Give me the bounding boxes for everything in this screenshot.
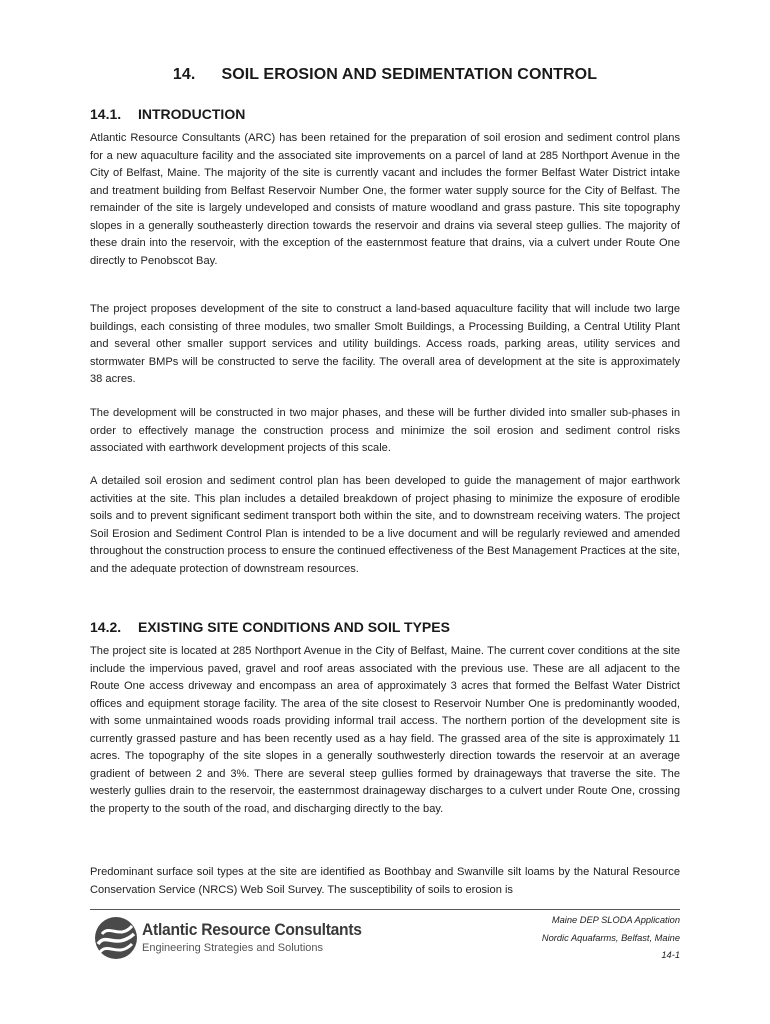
section-title: INTRODUCTION — [138, 106, 246, 122]
company-name: Atlantic Resource Consultants — [142, 920, 362, 939]
section-heading-existing-site — [90, 619, 450, 635]
paragraph: The development will be constructed in two major phases, and these will be further divided into smaller sub-phases in order to effectively manage the construction process and minimize the soil erosion and sediment control risks associated with earthwork development projects of this scale. — [90, 407, 680, 455]
section-title: EXISTING SITE CONDITIONS AND SOIL TYPES — [138, 619, 450, 635]
company-logo — [92, 914, 362, 966]
footer-application: Maine DEP SLODA Application — [551, 915, 680, 925]
paragraph: The project proposes development of the site to construct a land-based aquaculture facility that will include two large buildings, each consisting of three modules, two smaller Smolt Buildings, a Processing Building, a Central Utility Plant and several other smaller support services and utility buildings. Access roads, parking areas, utility services and stormwater BMPs will be constructed to serve the facility. The overall area of development at the site is approximately 38 acres. — [90, 303, 680, 386]
footer-project: Nordic Aquafarms, Belfast, Maine — [541, 933, 680, 943]
paragraph: Predominant surface soil types at the site are identified as Boothbay and Swanville silt loams by the Natural Resource Conservation Service (NRCS) Web Soil Survey. The susceptibility of soils to erosion is — [90, 866, 680, 896]
section-number: 14.1. — [90, 106, 122, 122]
page-number: 14-1 — [661, 950, 680, 960]
paragraph: A detailed soil erosion and sediment control plan has been developed to guide the management of major earthwork activities at the site. This plan includes a detailed breakdown of project phasing to minimize the exposure of erodible soils and to prevent significant sediment transport both within the site, and to downstream receiving waters. The project Soil Erosion and Sediment Control Plan is intended to be a live document and will be regularly reviewed and amended throughout the construction process to ensure the continued effectiveness of the Best Management Practices at the site, and the adequate protection of downstream resources. — [90, 475, 680, 575]
wave-logo-icon — [92, 914, 140, 962]
paragraph: The project site is located at 285 Northport Avenue in the City of Belfast, Maine. The current cover conditions at the site include the impervious paved, gravel and roof areas associated with the previous use. These are all adjacent to the Route One access driveway and encompass an area of approximately 3 acres that formed the Belfast Water District offices and equipment storage facility. The area of the site closest to Reservoir Number One is predominantly wooded, with some unmaintained woods roads providing informal trail access. The northern portion of the development site is currently grassed pasture and has been recently used as a hay field. The grassed area of the site is approximately 11 acres. The topography of the site slopes in a generally southwesterly direction towards the reservoir at an average gradient of between 2 and 3%. There are several steep gullies formed by drainageways that traverse the site. The westerly gullies drain to the reservoir, the easternmost drainageway discharges to a culvert under Route One, crossing the property to the south of the road, and discharging directly to the bay. — [90, 645, 680, 815]
paragraph: Atlantic Resource Consultants (ARC) has been retained for the preparation of soil erosion and sediment control plans for a new aquaculture facility and the associated site improvements on a parcel of land at 285 Northport Avenue in the City of Belfast, Maine. The majority of the site is currently vacant and includes the former Belfast Water District intake and treatment building from Belfast Reservoir Number One, the former water supply source for the City of Belfast. The remainder of the site is largely undeveloped and consists of mature woodland and grass pasture. This site topography slopes in a generally southeasterly direction towards the reservoir and drains via several steep gullies. The majority of these drain into the reservoir, with the exception of the easternmost feature that drains, via a culvert under Route One directly to Penobscot Bay. — [90, 132, 680, 267]
chapter-title-text: SOIL EROSION AND SEDIMENTATION CONTROL — [221, 66, 598, 83]
company-tagline: Engineering Strategies and Solutions — [142, 942, 324, 954]
section-heading-introduction — [90, 106, 245, 122]
footer-divider — [90, 909, 680, 910]
chapter-title — [0, 66, 770, 84]
chapter-number: 14. — [172, 66, 196, 83]
section-number: 14.2. — [90, 619, 122, 635]
